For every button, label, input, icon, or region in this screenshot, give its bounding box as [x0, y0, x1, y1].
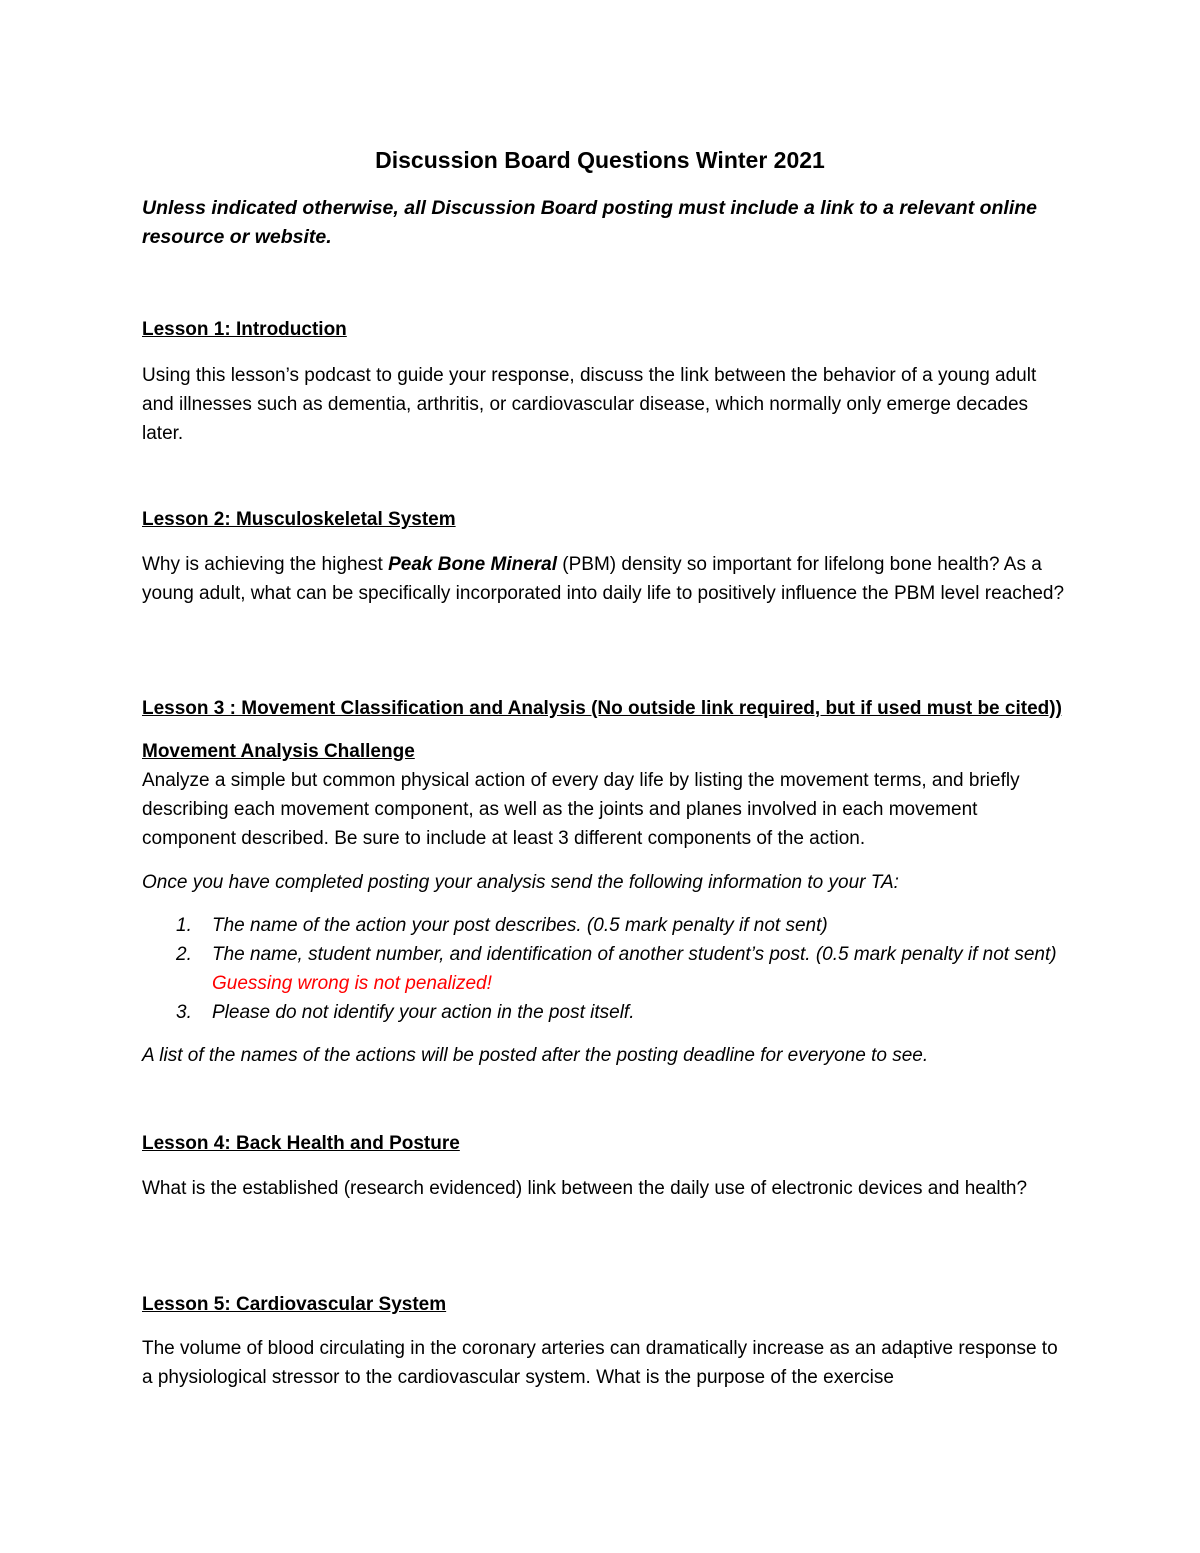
list-item-number: 3.	[176, 1002, 192, 1023]
lesson-3-body: Analyze a simple but common physical action of every day life by listing the movement terms, and briefly describing each movement component, as well as the joints and planes involved in each movement component described. Be sure to include at least 3 different components of the action.	[142, 770, 1020, 849]
lesson-4-heading: Lesson 4: Back Health and Posture	[142, 1133, 460, 1154]
list-item	[142, 911, 1072, 940]
lesson-1-heading: Lesson 1: Introduction	[142, 319, 347, 340]
list-item-number: 1.	[176, 915, 192, 936]
lesson-1-body: Using this lesson’s podcast to guide your response, discuss the link between the behavior of a young adult and illnesses such as dementia, arthritis, or cardiovascular disease, which normally only emerge decades later.	[142, 365, 1037, 444]
lesson-2-body	[142, 550, 1072, 608]
lesson-3-heading: Lesson 3 : Movement Classification and Analysis (No outside link required, but if used must be cited))	[142, 698, 1062, 719]
list-item	[142, 940, 1072, 998]
peak-bone-mineral-term: Peak Bone Mineral	[388, 554, 558, 575]
list-item-text: The name, student number, and identification of another student’s post. (0.5 mark penalty if not sent)	[212, 944, 1057, 965]
movement-analysis-challenge-heading: Movement Analysis Challenge	[142, 741, 415, 762]
ta-info-list	[142, 911, 1072, 1027]
lesson-5-body: The volume of blood circulating in the coronary arteries can dramatically increase as an adaptive response to a physiological stressor to the cardiovascular system. What is the purpose of the exercise	[142, 1338, 1058, 1388]
list-item-number: 2.	[176, 944, 192, 965]
list-item-text: The name of the action your post describes. (0.5 mark penalty if not sent)	[212, 915, 828, 936]
lesson-3-instruction: Once you have completed posting your analysis send the following information to your TA:	[142, 872, 899, 893]
page-title: Discussion Board Questions Winter 2021	[375, 147, 825, 173]
lesson-2-body-start: Why is achieving the highest	[142, 554, 389, 575]
lesson-4-body: What is the established (research evidenced) link between the daily use of electronic devices and health?	[142, 1178, 1028, 1199]
lesson-5-heading: Lesson 5: Cardiovascular System	[142, 1294, 447, 1315]
lesson-2-body-end: (PBM) density so important for lifelong bone health? As a young adult, what can be specifically incorporated into daily life to positively influence the PBM level reached?	[142, 554, 1065, 604]
intro-notice: Unless indicated otherwise, all Discussion Board posting must include a link to a relevant online resource or website.	[142, 197, 1038, 248]
lesson-2-heading: Lesson 2: Musculoskeletal System	[142, 509, 456, 530]
list-item-text: Please do not identify your action in the post itself.	[212, 1002, 635, 1023]
list-item	[142, 998, 1072, 1027]
lesson-3-closing: A list of the names of the actions will be posted after the posting deadline for everyone to see.	[142, 1045, 929, 1066]
guessing-note: Guessing wrong is not penalized!	[212, 973, 492, 994]
